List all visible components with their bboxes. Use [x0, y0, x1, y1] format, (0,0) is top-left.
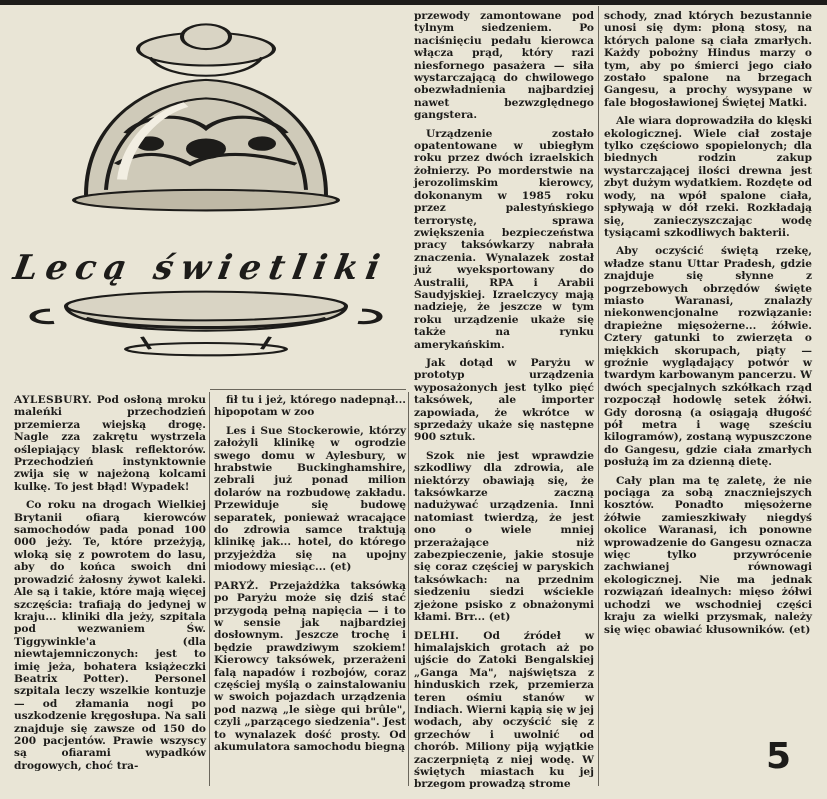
paragraph-text: Co roku na drogach Wielkiej Brytanii ofiarą kierowców samochodów pada ponad 100 000 jeży. Te, które przeżyją, wloką się z powrotem do lasu, aby do końca swoich dni prowadzić żałosny żywot kaleki. Ale są i takie, które mają więcej szczęścia: trafiają do jedynej w kraju... kliniki dla jeży, szpitala pod wezwaniem Św. Tiggywinkle'a (dla niewtajemniczonych: jest to imię jeża, bohatera książeczki Beatrix Potter). Personel szpitala leczy wszelkie kontuzje — od złamania nogi po uszkodzenie kręgosłupa. Na sali znajduje się zawsze od 150 do 200 pacjentów. Prawie wszyscy są ofiarami wypadków drogowych, choć tra- [14, 499, 206, 772]
column-3 [414, 10, 594, 797]
article-paragraph [604, 115, 812, 239]
column-2 [214, 394, 406, 759]
article-paragraph [414, 450, 594, 624]
paragraph-text: Pod osłoną mroku maleńki przechodzień przemierza wiejską drogę. Nagle zza zakrętu wystrzela oślepiający blask reflektorów. Przechodzień instynktownie zwija się w najeżoną kolcami kulkę. To jest błąd! Wypadek! [14, 394, 206, 493]
article-paragraph [214, 425, 406, 574]
article-paragraph [604, 245, 812, 468]
column-divider [598, 6, 599, 786]
section-rule [210, 389, 406, 390]
paragraph-text: przewody zamontowane pod tylnym siedzeniem. Po naciśnięciu pedału kierowca włącza prąd, który razi niesfornego pasażera — siła wystarczającą do chwilowego obezwładnienia najbardziej nawet bezwzględnego gangstera. [414, 10, 594, 122]
article-paragraph [214, 394, 406, 419]
article-title: Lecą świetliki [10, 248, 391, 288]
article-paragraph [414, 10, 594, 122]
paragraph-text: Aby oczyścić świętą rzekę, władze stanu Uttar Pradesh, gdzie znajduje się słynne z pogrzebowych obrzędów święte miasto Waranasi, znalazły niekonwencjonalne rozwiązanie: drapieżne mięsożerne... żółwie. Cztery gatunki to zwierzęta o miękkich skorupach, piąty — groźnie wyglądający potwór w twardym karbowanym pancerzu. W dwóch specjalnych szkółkach rząd rozpoczął hodowlę setek żółwi. Gdy dorosną (a osiągają długość pół metra i wagę sześciu kilogramów), zostaną wypuszczone do Gangesu, gdzie ciała zmarłych posłużą im za dzienną dietę. [604, 245, 812, 469]
article-paragraph [414, 630, 594, 791]
paragraph-text: Szok nie jest wprawdzie szkodliwy dla zdrowia, ale niektórzy obawiają się, że taksówkarze zaczną nadużywać urządzenia. Inni natomiast twierdzą, że jest ono o wiele mniej przerażające niż zabezpieczenie, jakie stosuje się coraz częściej w paryskich taksówkach: na przednim siedzeniu siedzi wściekle zjeżone psisko z obnażonymi kłami. Brr... (et) [414, 449, 594, 624]
serving-dish-illustration [6, 10, 406, 380]
paragraph-text: Od źródeł w himalajskich grotach aż po ujście do Zatoki Bengalskiej „Ganga Ma", najświętsza z hinduskich rzek, przemierza teren ośmiu stanów w Indiach. Wierni kąpią się w jej wodach, aby oczyścić się z grzechów i uwolnić od chorób. Miliony piją wyjątkie zaczerpniętą z niej wodę. W świętych miastach ku jej brzegom prowadzą strome [414, 629, 594, 791]
article-paragraph [414, 128, 594, 351]
top-rule [0, 0, 827, 5]
column-1 [14, 394, 206, 778]
paragraph-text: Ale wiara doprowadziła do klęski ekologicznej. Wiele ciał zostaje tylko częściowo spopielonych; dla biednych rodzin zakup wystarczającej ilości drewna jest zbyt dużym wydatkiem. Rozdęte od wody, na wpół spalone ciała, spływają w dół rzeki. Rozkładają się, zanieczyszczając wodę tysiącami szkodliwych bakterii. [604, 115, 812, 239]
paragraph-text: schody, znad których bezustannie unosi się dym: płoną stosy, na których palone są ciała zmarłych. Każdy pobożny Hindus marzy o tym, aby po śmierci jego ciało zostało spalone na brzegach Gangesu, a prochy wysypane w fale błogosławionej Świętej Matki. [604, 10, 812, 109]
dateline: AYLESBURY. [14, 394, 92, 406]
column-divider [209, 392, 210, 786]
paragraph-text: Jak dotąd w Paryżu w prototyp urządzenia wyposażonych jest tylko pięć taksówek, ale importer zapowiada, że wkrótce w sprzedaży ukaże się następne 900 sztuk. [414, 356, 594, 444]
paragraph-text: Cały plan ma tę zaletę, że nie pociąga za sobą znaczniejszych kosztów. Ponadto mięsożerne żółwie zamieszkiwały niegdyś okolice Waranasi, ich ponowne wprowadzenie do Gangesu oznacza więc tylko przywrócenie zachwianej równowagi ekologicznej. Nie ma jednak rozwiązań idealnych: mięso żółwi uchodzi we wschodniej części kraju za wielki przysmak, należy się więc obawiać kłusowników. (et) [604, 474, 812, 636]
article-paragraph [604, 475, 812, 636]
article-paragraph [604, 10, 812, 109]
column-4 [604, 10, 812, 642]
dateline: PARYŻ. [214, 579, 259, 592]
paragraph-text: Urządzenie zostało opatentowane w ubiegłym roku przez dwóch izraelskich żołnierzy. Po morderstwie na jerozolimskim kierowcy, dokonanym w 1985 roku przez palestyńskiego terrorystę, sprawa zwiększenia bezpieczeństwa pracy taksówkarzy nabrała znaczenia. Wynalazek został już wyeksportowany do Australii, RPA i Arabii Saudyjskiej. Izraelczycy mają nadzieję, że jeszcze w tym roku urządzenie ukaże się także na rynku amerykańskim. [414, 127, 594, 351]
article-paragraph [14, 394, 206, 493]
page-number: 5 [765, 736, 791, 777]
article-paragraph [414, 357, 594, 444]
paragraph-text: Les i Sue Stockerowie, którzy założyli klinikę w ogrodzie swego domu w Aylesbury, w hrabstwie Buckinghamshire, zebrali już ponad milion dolarów na rozbudowę zakładu. Przewiduje się budowę separatek, ponieważ wracające do zdrowia samce traktują klinikę jak... hotel, do którego przyjeżdża się na upojny miodowy miesiąc... (et) [214, 424, 406, 574]
paragraph-text: fił tu i jeż, którego nadepnął... hipopotam w zoo [214, 394, 406, 419]
dateline: DELHI. [414, 629, 460, 642]
paragraph-text: Przejażdżka taksówką po Paryżu może się dziś stać przygodą pełną napięcia — i to w sensie jak najbardziej dosłownym. Jeszcze trochę i będzie prawdziwym szokiem! Kierowcy taksówek, przerażeni falą napadów i rozbojów, coraz częściej myślą o zainstalowaniu w swoich pojazdach urządzenia pod nazwą „le siège qui brûle", czyli „parzącego siedzenia". Jest to wynalazek dość prosty. Od akumulatora samochodu biegną [214, 579, 406, 753]
article-paragraph [14, 499, 206, 772]
article-paragraph [214, 580, 406, 754]
column-divider [408, 392, 409, 786]
